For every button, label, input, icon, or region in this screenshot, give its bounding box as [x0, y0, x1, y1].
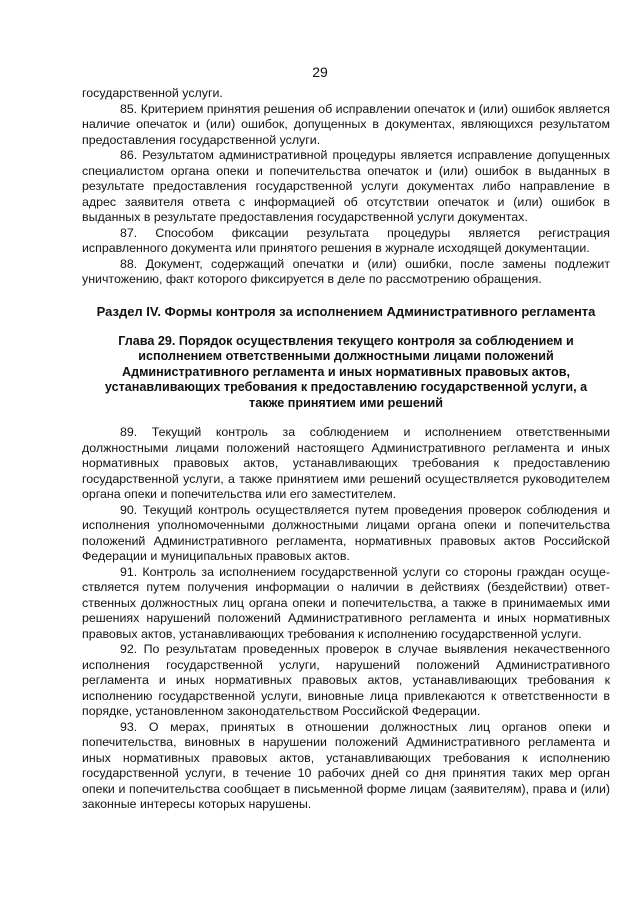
paragraph-87: 87. Способом фиксации результата процедуры является регистрация исправленного документа или принятого решения в журнале исходящей документации. — [82, 225, 610, 255]
paragraph-85: 85. Критерием принятия решения об исправлении опечаток и (или) ошибок является наличие опечаток и (или) ошибок, допущенных в документах, являющихся результатом предоставления государственной услуги. — [82, 101, 610, 147]
paragraph-continuation: государственной услуги. — [82, 86, 223, 100]
document-body — [82, 86, 610, 813]
chapter-heading: Глава 29. Порядок осуществления текущего контроля за соблюдением и исполнением ответственными должностными лицами положений Административного регламента и иных нормативных правовых актов, устанавливающих требования к предоставлению государственной услуги, а также принятием ими решений — [104, 333, 588, 410]
paragraph-90: 90. Текущий контроль осуществляется путем проведения проверок соблюдения и исполнения уполномоченными должностными лицами органа опеки и попечительства положений Административного регламента, нормативных правовых актов Российской Федерации и муниципальных правовых актов. — [82, 502, 610, 563]
paragraph-93: 93. О мерах, принятых в отношении должностных лиц органов опеки и попечительства, виновных в нарушении положений Административного регламента и иных нормативных правовых актов, устанавливающих требования к исполнению государственной услуги, в течение 10 рабочих дней со дня принятия таких мер орган опеки и попечительства сообщает в письменной форме лицам (заявителям), права и (или) законные интересы которых нарушены. — [82, 719, 610, 811]
page-number: 29 — [312, 64, 328, 80]
paragraph-91: 91. Контроль за исполнением государственной услуги со стороны граждан осуще-ствляется путем получения информации о наличии в действиях (бездействии) ответ-ственных должностных лиц органа опеки и попечительства, а также в принимаемых ими решениях нарушений положений Административного регламента и иных нормативных правовых актов, устанавливающих требования к исполнению государственной услуги. — [82, 564, 610, 641]
paragraph-89: 89. Текущий контроль за соблюдением и исполнением ответственными должностными лицами положений настоящего Административного регламента и иных нормативных правовых актов, устанавливающих требования к предоставлению государственной услуги, а также принятием ими решений осуществляется руководителем органа опеки и попечительства или его заместителем. — [82, 425, 610, 501]
paragraph-86: 86. Результатом административной процедуры является исправление допущенных специалистом органа опеки и попечительства опечаток и (или) ошибок в выданных в результате предоставления государственной услуги документах либо направление в адрес заявителя ответа с информацией об отсутствии опечаток и (или) ошибок в выданных в результате предоставления государственной услуги документах. — [82, 148, 610, 224]
paragraph-88: 88. Документ, содержащий опечатки и (или) ошибки, после замены подлежит уничтожению, факт которого фиксируется в деле по рассмотрению обращения. — [82, 256, 610, 286]
paragraph-92: 92. По результатам проведенных проверок в случае выявления некачественного исполнения государственной услуги, нарушений положений Административного регламента и иных нормативных правовых актов, устанавливающих требования к исполнению государственной услуги, виновные лица привлекаются к ответственности в порядке, установленном законодательством Российской Федерации. — [82, 642, 610, 718]
section-heading: Раздел IV. Формы контроля за исполнением Административного регламента — [96, 303, 596, 319]
